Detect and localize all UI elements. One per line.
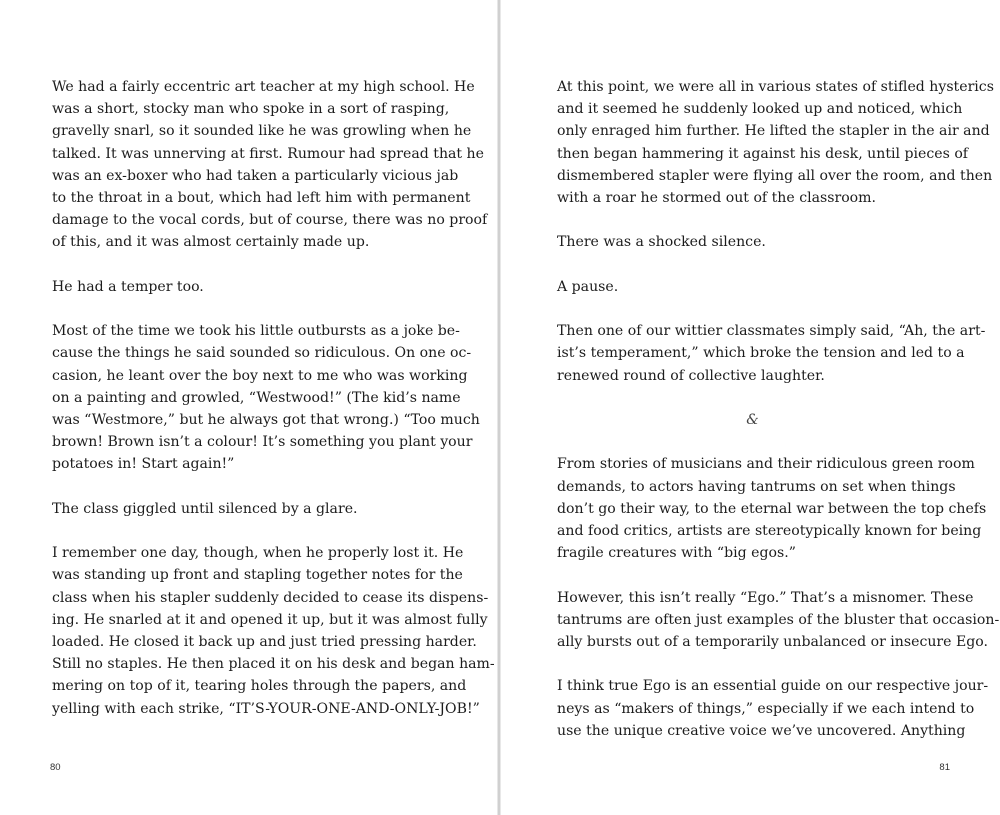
text-line: Still no staples. He then placed it on his desk and began ham- [52,656,495,673]
paragraph [52,320,480,475]
paragraph [557,231,948,253]
text-line: was “Westmore,” but he always got that wrong.) “Too much [52,412,480,429]
text-line: and food critics, artists are stereotypically known for being [557,522,982,539]
text-line: was an ex-boxer who had taken a particularly vicious jab [52,167,459,184]
paragraph [52,76,488,254]
text-line: He had a temper too. [52,278,204,295]
text-line: The class giggled until silenced by a glare. [52,500,358,517]
paragraph [557,587,1000,654]
text-line: class when his stapler suddenly decided to cease its dispens- [52,589,489,606]
text-line: and it seemed he suddenly looked up and noticed, which [557,101,963,118]
paragraph [557,276,948,298]
text-line: ist’s temperament,” which broke the tension and led to a [557,345,965,362]
text-line: don’t go their way, to the eternal war between the top chefs [557,500,987,517]
text-line: ing. He snarled at it and opened it up, but it was almost fully [52,611,488,628]
text-line: use the unique creative voice we’ve uncovered. Anything [557,722,966,739]
text-line: A pause. [557,278,619,295]
paragraph [52,276,442,298]
text-line: We had a fairly eccentric art teacher at my high school. He [52,79,475,95]
right-page [501,0,1000,815]
left-page [0,0,497,815]
text-line: neys as “makers of things,” especially if we each intend to [557,700,975,717]
text-line: gravelly snarl, so it sounded like he was growling when he [52,123,472,140]
text-line: However, this isn’t really “Ego.” That’s a misnomer. These [557,589,974,606]
paragraph [557,453,987,564]
text-line: loaded. He closed it back up and just tried pressing harder. [52,634,477,651]
paragraph [557,675,989,742]
right-page-text [557,76,1000,764]
text-line: damage to the vocal cords, but of course, there was no proof [52,212,488,229]
paragraph [557,320,986,387]
text-line: Then one of our wittier classmates simply said, “Ah, the art- [557,323,986,340]
text-line: of this, and it was almost certainly made up. [52,234,370,251]
paragraph [52,498,442,520]
text-line: to the throat in a bout, which had left him with permanent [52,190,471,207]
text-line: with a roar he stormed out of the classroom. [557,190,877,207]
text-line: renewed round of collective laughter. [557,367,825,384]
text-line: was a short, stocky man who spoke in a sort of rasping, [52,101,450,118]
text-line: ally bursts out of a temporarily unbalanced or insecure Ego. [557,633,989,650]
text-line: dismembered stapler were flying all over the room, and then [557,167,993,184]
page-number: 81 [939,762,950,773]
text-line: There was a shocked silence. [557,234,766,251]
text-line: At this point, we were all in various states of stifled hysterics [557,79,994,95]
text-line: fragile creatures with “big egos.” [557,545,796,562]
text-line: I remember one day, though, when he properly lost it. He [52,545,464,562]
text-line: tantrums are often just examples of the bluster that occasion- [557,611,1000,628]
text-line: demands, to actors having tantrums on set when things [557,478,956,495]
left-page-text [52,76,495,742]
text-line: talked. It was unnerving at first. Rumour had spread that he [52,145,484,162]
text-line: cause the things he said sounded so ridiculous. On one oc- [52,345,472,362]
page-number: 80 [50,762,61,773]
text-line: From stories of musicians and their ridiculous green room [557,456,975,473]
text-line: potatoes in! Start again!” [52,456,235,473]
text-line: then began hammering it against his desk, until pieces of [557,145,969,162]
paragraph [52,542,495,720]
text-line: was standing up front and stapling together notes for the [52,567,463,584]
text-line: yelling with each strike, “IT’S-YOUR-ONE-AND-ONLY-JOB!” [52,700,480,717]
text-line: mering on top of it, tearing holes through the papers, and [52,678,467,695]
section-break-ornament: & [746,411,759,428]
paragraph [557,76,994,209]
text-line: casion, he leant over the boy next to me who was working [52,367,468,384]
text-line: I think true Ego is an essential guide on our respective jour- [557,678,989,695]
text-line: Most of the time we took his little outbursts as a joke be- [52,323,460,340]
text-line: on a painting and growled, “Westwood!” (The kid’s name [52,389,461,406]
text-line: only enraged him further. He lifted the stapler in the air and [557,123,990,140]
text-line: brown! Brown isn’t a colour! It’s something you plant your [52,434,473,451]
